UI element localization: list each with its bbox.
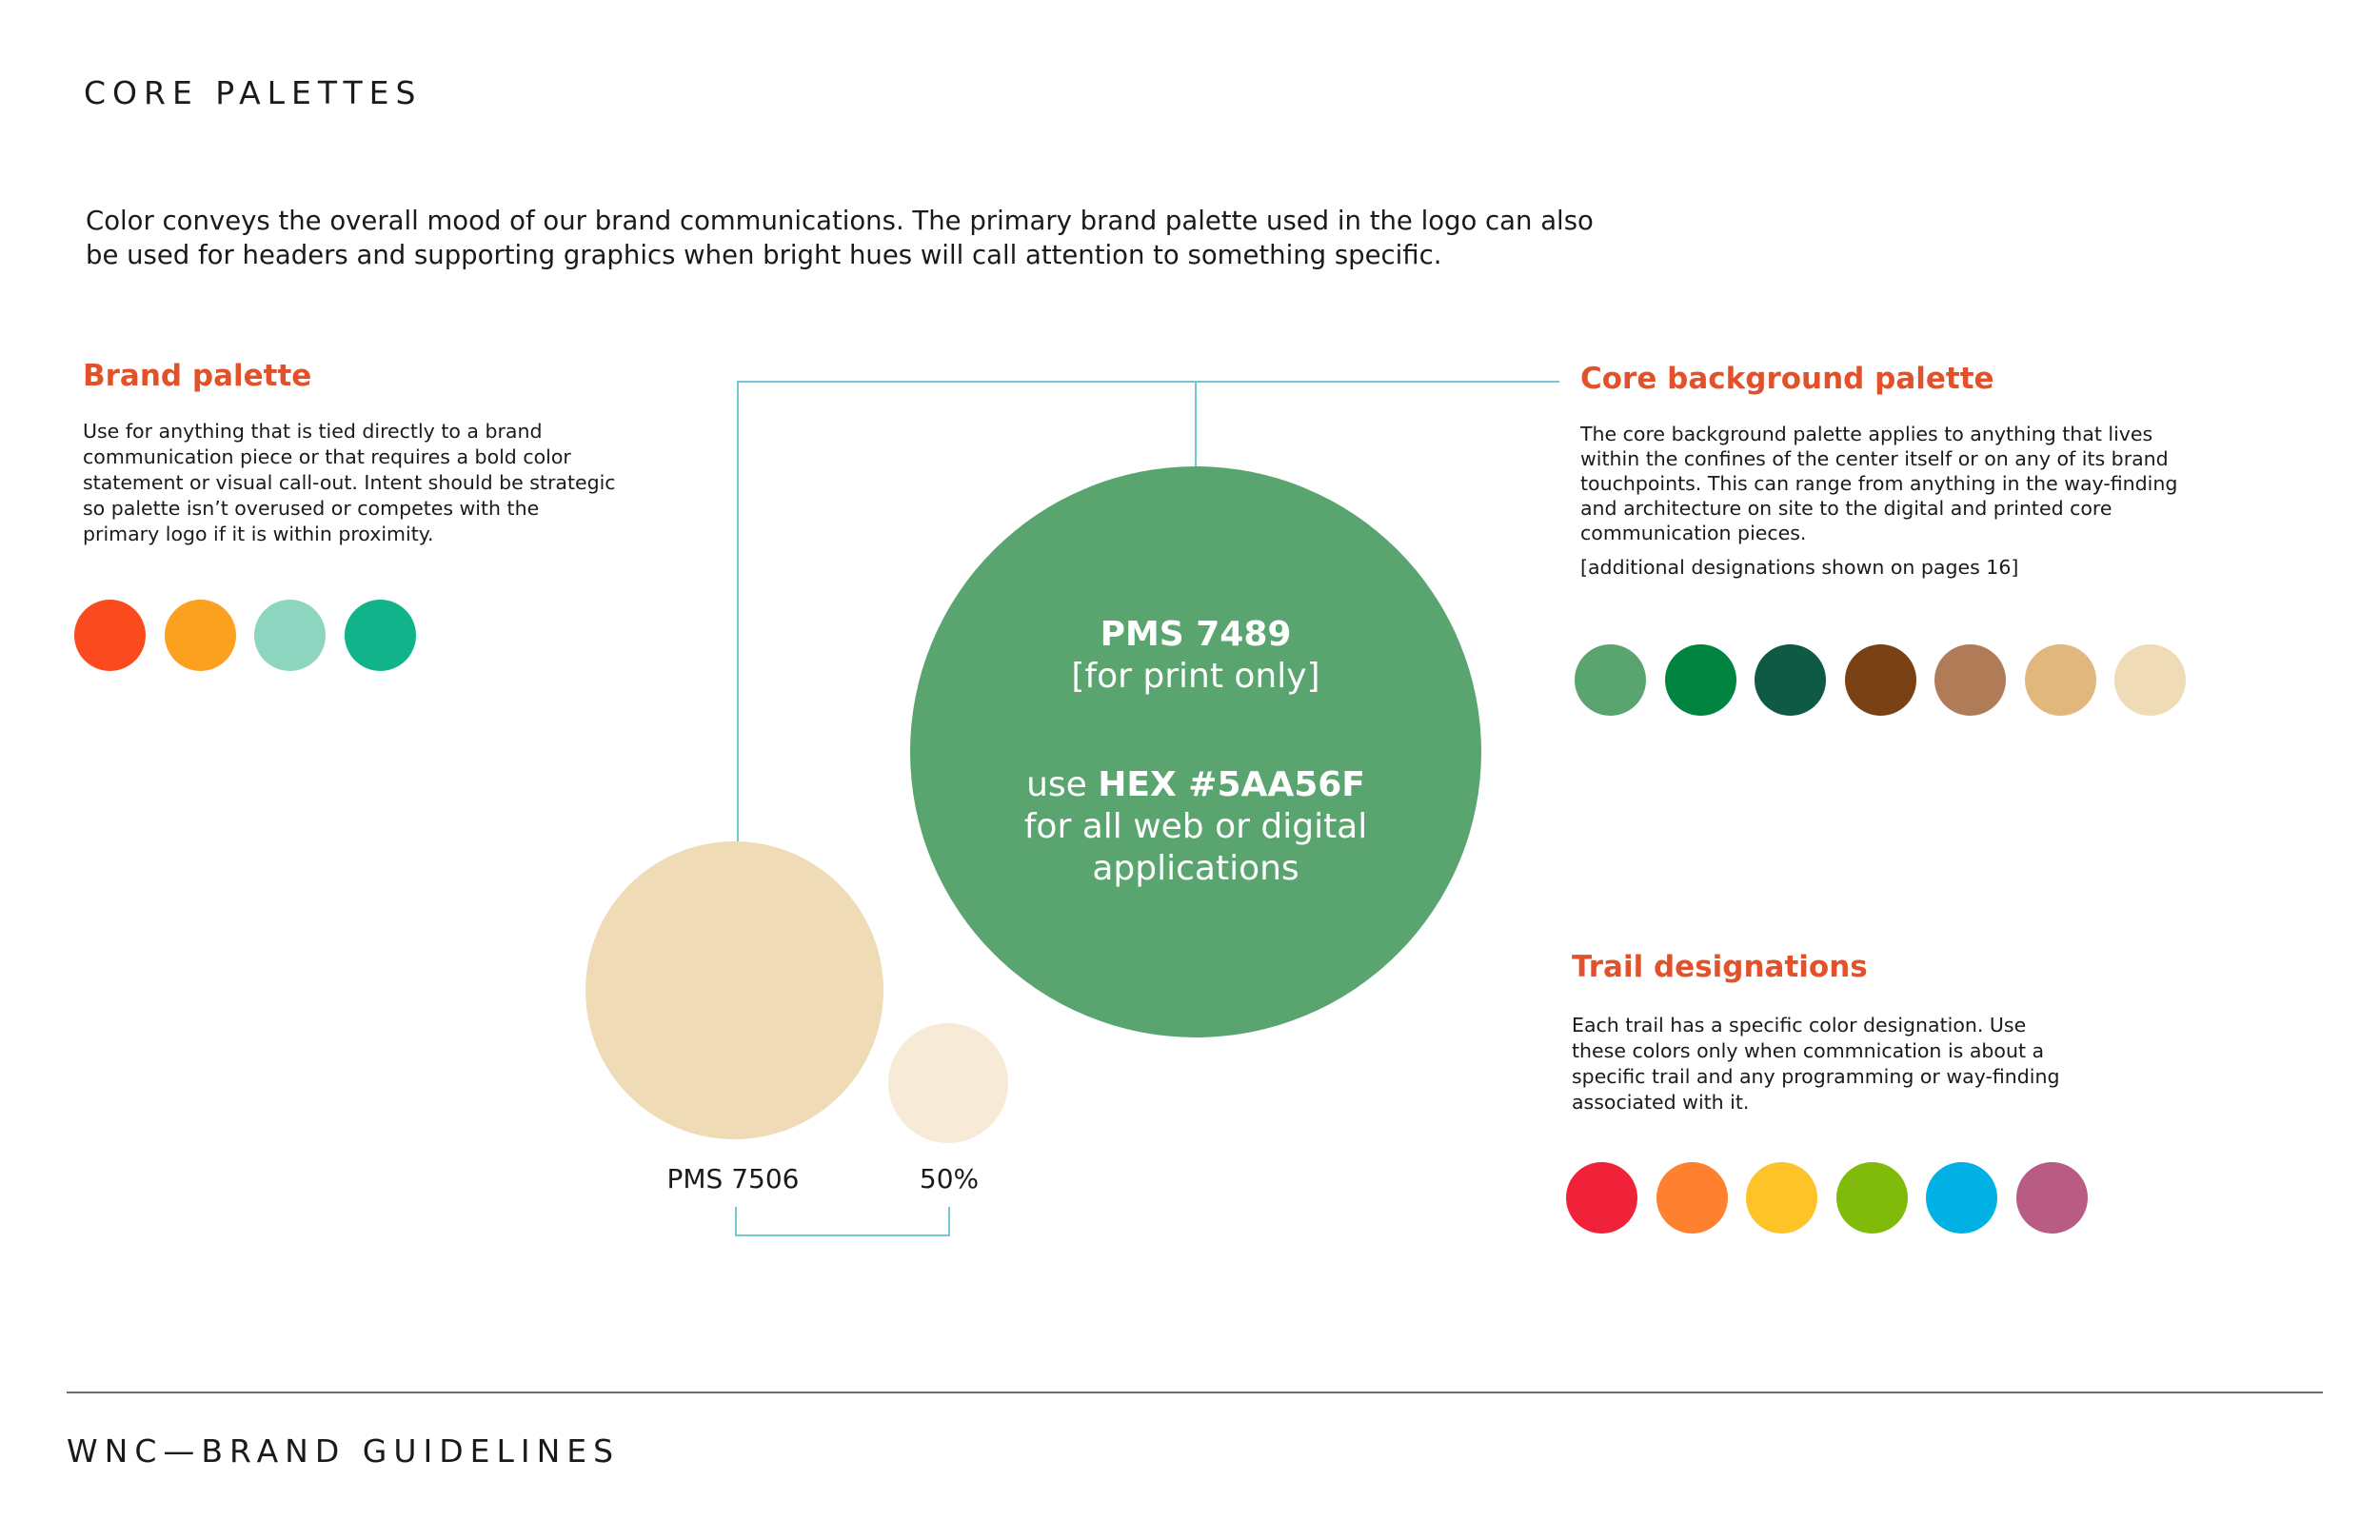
tint-50-label: 50% xyxy=(919,1163,980,1194)
core-background-swatch-3 xyxy=(1755,644,1826,716)
brand-palette-swatch-3 xyxy=(254,600,326,671)
footer-text: WNC—BRAND GUIDELINES xyxy=(67,1432,621,1470)
connector-line-left-vertical xyxy=(737,381,739,843)
core-background-heading: Core background palette xyxy=(1580,362,1994,396)
core-background-swatch-2 xyxy=(1665,644,1736,716)
brand-palette-description: Use for anything that is tied directly to a brand communication piece or that requires a bold color statement or visual call-out. Intent should be strategic so palette isn’t overused or competes with the primary logo if it is within proximity. xyxy=(83,420,616,545)
digital-usage-line-1: for all web or digital xyxy=(1023,807,1368,846)
brand-palette-swatch-4 xyxy=(345,600,416,671)
brand-palette-swatch-2 xyxy=(165,600,236,671)
trail-designations-description: Each trail has a specific color designation. Use these colors only when commnication is about a specific trail and any programming or way-finding associated with it. xyxy=(1572,1014,2060,1114)
bracket-bottom xyxy=(735,1234,950,1236)
connector-line-center-vertical xyxy=(1195,381,1197,468)
use-prefix: use xyxy=(1026,765,1087,804)
print-only-note: [for print only] xyxy=(1071,657,1320,696)
trail-designation-swatch-2 xyxy=(1656,1162,1728,1234)
page-title: CORE PALETTES xyxy=(84,74,423,111)
core-background-note: [additional designations shown on pages 16] xyxy=(1580,556,2019,579)
intro-paragraph: Color conveys the overall mood of our brand communications. The primary brand palette used in the logo can also be used for headers and supporting graphics when bright hues will call attention to something specific. xyxy=(86,206,1594,270)
feature-cream-tint-circle xyxy=(888,1023,1008,1143)
bracket-left xyxy=(735,1207,737,1236)
core-background-swatch-1 xyxy=(1575,644,1646,716)
core-background-description: The core background palette applies to anything that lives within the confines of the center itself or on any of its brand touchpoints. This can range from anything in the way-finding and architecture on site to the digital and printed core communication pieces. xyxy=(1580,423,2178,544)
trail-designation-swatch-3 xyxy=(1746,1162,1817,1234)
feature-green-circle xyxy=(910,466,1481,1037)
trail-designation-swatch-5 xyxy=(1926,1162,1997,1234)
bracket-right xyxy=(948,1207,950,1236)
digital-usage-line-2: applications xyxy=(1092,849,1299,888)
brand-palette-swatch-1 xyxy=(74,600,146,671)
trail-designation-swatch-1 xyxy=(1566,1162,1637,1234)
footer-divider xyxy=(67,1392,2323,1393)
trail-designation-swatch-6 xyxy=(2016,1162,2088,1234)
pms-7489-label: PMS 7489 xyxy=(1100,615,1292,654)
brand-palette-heading: Brand palette xyxy=(83,359,312,393)
core-background-swatch-4 xyxy=(1845,644,1916,716)
connector-line-top-horizontal xyxy=(737,381,1559,383)
core-background-swatch-7 xyxy=(2114,644,2186,716)
pms-7506-label: PMS 7506 xyxy=(666,1163,800,1194)
core-background-swatch-6 xyxy=(2025,644,2096,716)
trail-designation-swatch-4 xyxy=(1836,1162,1908,1234)
core-background-swatch-5 xyxy=(1934,644,2006,716)
hex-line xyxy=(1026,764,1365,806)
feature-cream-circle xyxy=(585,841,883,1139)
hex-code-label: HEX #5AA56F xyxy=(1098,765,1365,804)
trail-designations-heading: Trail designations xyxy=(1572,950,1868,984)
